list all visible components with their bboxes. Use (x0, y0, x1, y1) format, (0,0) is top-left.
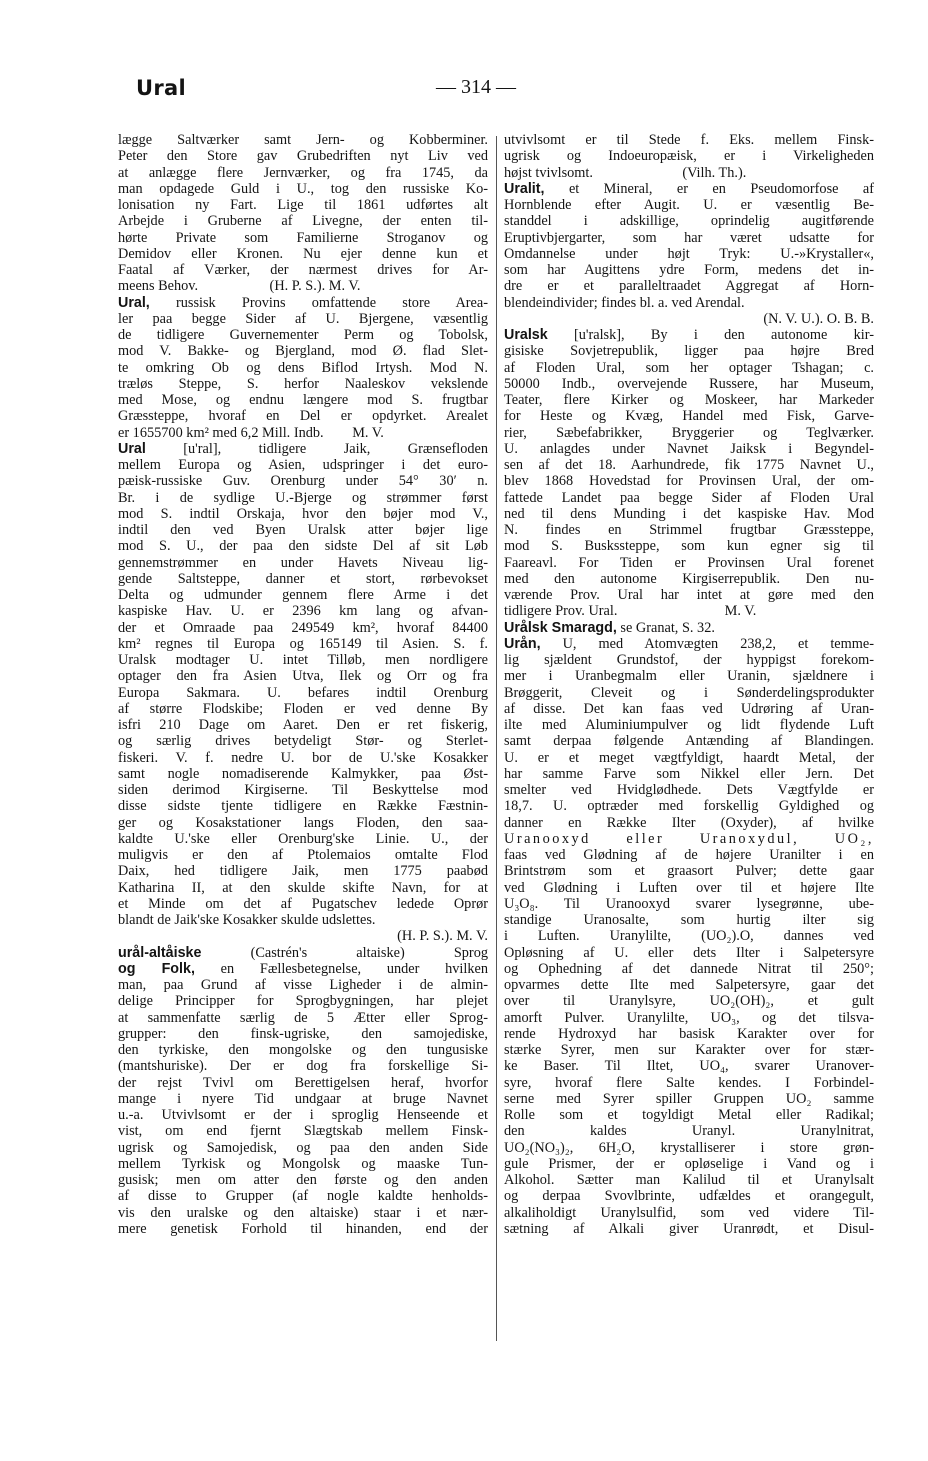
text-line (118, 1058, 488, 1074)
text-line (504, 766, 874, 782)
text-line (504, 880, 874, 896)
line-text: Delta og udmunder gennem flere Arme i det (118, 587, 488, 603)
entry-headword: Ural (118, 440, 146, 457)
line-text: blendeindivider; findes bl. a. ved Arendal. (504, 294, 745, 311)
text-line (504, 1156, 874, 1172)
text-line (504, 490, 874, 506)
line-text: pæisk-russiske Guv. Orenburg under 54° 30′ n. (118, 473, 488, 490)
line-text: fiskeri. V. f. nedre U. bor de U.'ske Kosakker (118, 749, 488, 766)
text-line (504, 132, 874, 148)
text-line (504, 181, 874, 197)
line-text: vis den uralske og den altaiske) staar i et nær- (118, 1204, 488, 1221)
page-number: — 314 — (436, 76, 516, 98)
line-text: kaspiske Hav. U. er 2396 km lang og afvan- (118, 603, 488, 620)
text-line (504, 1221, 874, 1237)
line-text: man opdagede Guld i U., tog den russiske Ko- (118, 180, 488, 197)
text-line (118, 311, 488, 327)
line-text: et Minde om det af Pugatschev ledede Oprør (118, 895, 488, 912)
line-text: 18,7. U. optræder med forskellig Gyldighed og (504, 798, 874, 815)
line-text: er 1655700 km² med 6,2 Mill. Indb. M. V. (118, 424, 384, 441)
line-text: [u'ral], tidligere Jaik, Grænsefloden (145, 440, 488, 457)
line-text: lonisation ny Fart. Lige til 1861 udførtes alt (118, 197, 488, 213)
line-text: hørte Private som Familierne Stroganov og (118, 229, 488, 246)
line-text: grupper: den finsk-ugriske, den samojediske, (118, 1025, 488, 1042)
line-text: ned til dens Munding i det kaspiske Hav. Mod (504, 505, 874, 522)
line-text: Faareavl. For Tiden er Provinsen Ural forenet (504, 554, 874, 571)
line-text: gisiske Sovjetrepublik, ligger paa højre Bred (504, 343, 874, 360)
text-line (118, 1188, 488, 1204)
line-text: den tyrkiske, den mongolske og den tungusiske (118, 1042, 488, 1058)
text-line (504, 295, 874, 311)
line-text: over til Uranylsyre, UO₂(OH)₂, et gult (504, 993, 874, 1010)
line-text: og derpaa Svovlbrinte, udfældes et orangegult, (504, 1188, 874, 1205)
line-text: der et Omraade paa 249549 km², hvoraf 84400 (118, 619, 488, 636)
text-line (504, 928, 874, 944)
text-line (504, 815, 874, 831)
text-line (504, 555, 874, 571)
text-line (504, 863, 874, 879)
text-line (118, 506, 488, 522)
text-line (504, 392, 874, 408)
text-line (118, 408, 488, 424)
text-line (118, 197, 488, 213)
line-text: isfri 210 Dage om Aaret. Den er ret fiskerig, (118, 717, 488, 733)
text-line (118, 1123, 488, 1139)
line-text: U₃O₈. Til Uranooxyd svarer lysegrønne, ube- (504, 895, 874, 912)
line-text: muligvis er den af Ptolemaios omtalte Flod (118, 847, 488, 863)
line-text: delige Principper for Sprogbygningen, har plejet (118, 993, 488, 1010)
line-text: Rolle som et togyldigt Metal eller Radikal; (504, 1107, 874, 1123)
line-text: Brintstrøm som et graasort Pulver; dette gaar (504, 863, 874, 880)
text-line (118, 685, 488, 701)
text-line (504, 717, 874, 733)
text-line (118, 847, 488, 863)
text-line (118, 603, 488, 619)
line-text: serne med Syrer spiller Gruppen UO₂ samme (504, 1090, 874, 1107)
line-text: med Mose, og endnu længere mod S. frugtbar (118, 392, 488, 408)
text-line (118, 490, 488, 506)
line-text: sætning af Alkali giver Uranrødt, et Disul- (504, 1220, 874, 1237)
text-line (118, 782, 488, 798)
line-text: Brøggerit, Cleveit og i Sønderdelingsprodukter (504, 684, 874, 701)
text-line (118, 392, 488, 408)
text-line (504, 473, 874, 489)
line-text: standdel i adskillige, oprindelig augitførende (504, 213, 874, 230)
line-text: ved Glødning i Luften over til et højere Ilte (504, 879, 874, 896)
text-line (118, 1026, 488, 1042)
text-line (118, 945, 488, 961)
text-line (504, 896, 874, 912)
text-line (118, 587, 488, 603)
text-line (504, 408, 874, 424)
text-line (504, 311, 874, 327)
line-text: ger og Kosakstationer langs Floden, den saa- (118, 814, 488, 831)
line-text: fattede Landet paa begge Sider af Floden Ural (504, 489, 874, 506)
text-line (118, 213, 488, 229)
text-line (504, 750, 874, 766)
line-text: blandt de Jaik'ske Kosakker skulde udslettes. (118, 912, 376, 928)
line-text: rende Hydroxyd har basisk Karakter over for (504, 1025, 874, 1042)
line-text: ilte med Aluminiumpulver og lidt flydende Luft (504, 717, 874, 733)
text-line (118, 278, 488, 294)
line-text: (H. P. S.). M. V. (397, 928, 488, 945)
line-text: af Floden Ural, som her optager Tshagan; c. (504, 359, 874, 376)
entry-headword: Ural, (118, 294, 150, 311)
running-head: Ural (136, 76, 186, 100)
line-text: lægge Saltværker samt Jern- og Kobberminer. (118, 132, 488, 148)
text-line (118, 165, 488, 181)
text-line (504, 977, 874, 993)
line-text: 50000 Indb., overvejende Russere, har Museum, (504, 375, 874, 392)
entry-headword: urål-altåiske (118, 944, 202, 961)
text-line (504, 701, 874, 717)
text-line (118, 1042, 488, 1058)
line-text: russisk Provins omfattende store Area- (149, 294, 488, 311)
text-line (118, 230, 488, 246)
text-line (118, 181, 488, 197)
line-text: mellem Europa og Asien, udspringer i det euro- (118, 457, 488, 473)
line-text: lig sjældent Grundstof, der hyppigst forekom- (504, 652, 874, 668)
line-text: et Mineral, er en Pseudomorfose af (544, 180, 874, 197)
line-text: ler paa begge Sider af U. Bjergene, væsentlig (118, 310, 488, 327)
text-line (504, 538, 874, 554)
line-text: U. er et meget vægtfyldigt, haardt Metal, der (504, 749, 874, 766)
line-text: kaldte U.'ske eller Orenburg'ske Linie. U., der (118, 830, 488, 847)
line-text: rier, Sæbefabrikker, Bryggerier og Teglværker. (504, 424, 874, 441)
line-text: og særlig drives betydeligt Stør- og Sterlet- (118, 733, 488, 750)
line-text: amorft Pulver. Uranylilte, UO₃, og det tilsva- (504, 1009, 874, 1026)
line-text: alkaliholdigt Uranylsulfid, som ved videre Til- (504, 1204, 874, 1221)
line-text: ugrisk og Samojedisk, og paa den anden Side (118, 1139, 488, 1156)
line-text: gennemstrømmer en under Havets Niveau lig- (118, 554, 488, 571)
text-line (504, 1140, 874, 1156)
line-text: at anlægge flere Jernværker, og fra 1745, da (118, 164, 488, 181)
page-header (136, 70, 808, 110)
text-line (504, 1123, 874, 1139)
line-text: u.-a. Utvivlsomt er der i sproglig Henseende et (118, 1107, 488, 1123)
text-line (504, 213, 874, 229)
text-line (118, 750, 488, 766)
line-text: Europa Sakmara. U. befares indtil Orenburg (118, 684, 488, 701)
text-line (118, 1091, 488, 1107)
line-text: Uranooxyd eller Uranoxydul, UO₂, (504, 830, 874, 847)
text-line (118, 295, 488, 311)
text-line (118, 636, 488, 652)
line-text: og Ophedning af det dannede Nitrat til 250°; (504, 960, 874, 977)
line-text: N. findes en Strimmel frugtbar Græssteppe, (504, 522, 874, 538)
text-line (118, 1010, 488, 1026)
text-line (504, 230, 874, 246)
line-text: faas ved Glødning af de højere Uranilter i en (504, 847, 874, 863)
text-line (118, 522, 488, 538)
line-text: U, med Atomvægten 238,2, et temme- (540, 635, 874, 652)
text-line (504, 1172, 874, 1188)
text-line (504, 912, 874, 928)
text-line (118, 148, 488, 164)
text-line (118, 977, 488, 993)
text-line (118, 620, 488, 636)
text-line (504, 148, 874, 164)
line-text: blev 1868 Hovedstad for Provinsen Ural, der om- (504, 473, 874, 490)
text-line (504, 733, 874, 749)
line-text: optager den fra Asien Utva, Ilek og Orr og fra (118, 668, 488, 685)
line-text: Opløsning af U. eller dets Ilter i Salpetersyre (504, 944, 874, 961)
line-text: Græssteppe, hvoraf en Del er opdyrket. Arealet (118, 408, 488, 425)
line-text: gule Prismer, der er opløselige i Vand og i (504, 1155, 874, 1172)
text-line (118, 327, 488, 343)
text-line (504, 620, 874, 636)
text-line (118, 1107, 488, 1123)
text-line (504, 1107, 874, 1123)
line-text: mere genetisk Forhold til hinanden, end der (118, 1220, 488, 1237)
text-line (118, 343, 488, 359)
text-line (118, 262, 488, 278)
text-line (504, 1075, 874, 1091)
line-text: (mantshuriske). Der er dog fra forskellige Si- (118, 1058, 488, 1075)
text-line (504, 831, 874, 847)
text-line (504, 1091, 874, 1107)
text-line (504, 1010, 874, 1026)
line-text: har samme Farve som Nikkel eller Jern. Det (504, 765, 874, 782)
text-line (118, 831, 488, 847)
line-text: samt derpaa følgende Antænding af Blandingen. (504, 733, 874, 750)
text-line (504, 327, 874, 343)
text-line (504, 1188, 874, 1204)
line-text: de tidligere Guvernementer Perm og Tobolsk, (118, 327, 488, 343)
entry-headword: Uralsk (504, 327, 548, 343)
line-text: indtil den ved Byen Uralsk atter bøjer lige (118, 522, 488, 538)
line-text: tidligere Prov. Ural. M. V. (504, 603, 757, 620)
line-text: værende Prov. Ural har intet at gøre med den (504, 587, 874, 603)
text-line (504, 798, 874, 814)
line-text: at sammenfatte særlig de 5 Ætter eller Sprog- (118, 1009, 488, 1026)
text-line (504, 246, 874, 262)
text-line (504, 652, 874, 668)
entry-headword: Urålsk Smaragd, (504, 619, 617, 636)
text-line (504, 603, 874, 619)
line-text: Br. i de sydlige U.-Bjerge og strømmer først (118, 489, 488, 506)
text-line (504, 782, 874, 798)
line-text: Faatal af Værker, der nærmest drives for Ar- (118, 262, 488, 278)
entry-headword: og Folk, (118, 960, 195, 977)
text-line (118, 457, 488, 473)
text-line (118, 863, 488, 879)
entry-headword: Urån, (504, 635, 541, 652)
text-line (504, 278, 874, 294)
text-line (118, 571, 488, 587)
line-text: Demidov eller Kronen. Nu ejer denne kun et (118, 245, 488, 262)
line-text: gende Saltsteppe, danner et stort, rørbevokset (118, 570, 488, 587)
text-line (118, 246, 488, 262)
text-line (504, 587, 874, 603)
line-text: Arbejde i Gruberne af Livegne, der enten til- (118, 213, 488, 230)
text-line (118, 733, 488, 749)
line-text: standige Uranosalte, som hurtig ilter sig (504, 912, 874, 928)
column-divider (496, 136, 497, 1341)
line-text: mod S. Buskssteppe, som kun egner sig til (504, 538, 874, 555)
line-text: for Heste og Kvæg, Handel med Fisk, Garve- (504, 408, 874, 425)
text-line (118, 815, 488, 831)
text-line (118, 1140, 488, 1156)
text-line (504, 165, 874, 181)
line-text: Katharina II, at den skulde skifte Navn, for at (118, 879, 488, 896)
text-line (118, 425, 488, 441)
line-text: UO₂(NO₃)₂, 6H₂O, krystalliserer i store grøn- (504, 1139, 874, 1156)
text-line (504, 522, 874, 538)
line-text: af disse to Grupper (af nogle kaldte henholds- (118, 1188, 488, 1205)
text-line (118, 1172, 488, 1188)
line-text: disse sidste tjente tidligere en Række Fæstnin- (118, 798, 488, 815)
text-line (118, 880, 488, 896)
text-line (118, 798, 488, 814)
text-line (504, 360, 874, 376)
line-text: U. anlagdes under Navnet Jaiksk i Begyndel- (504, 440, 874, 457)
line-text: højst tvivlsomt. (Vilh. Th.). (504, 164, 747, 181)
text-line (504, 457, 874, 473)
line-text: mod V. Bakke- og Bjergland, mod Ø. flad Slet- (118, 343, 488, 360)
line-text: km² regnes til Europa og 165149 til Asien. S. f. (118, 635, 488, 652)
line-text: Uralsk modtager U. intet Tilløb, men nordligere (118, 652, 488, 668)
text-line (118, 538, 488, 554)
line-text: te omkring Ob og dens Biflod Irtysh. Mod N. (118, 359, 488, 376)
line-text: Peter den Store gav Grubedriften nyt Liv ved (118, 148, 488, 165)
text-line (118, 912, 488, 928)
line-text: Eruptivbjergarter, som har været udsatte for (504, 229, 874, 246)
text-line (118, 555, 488, 571)
line-text: opvarmes dette Ilte med Salpetersyre, gaar det (504, 977, 874, 993)
right-column (504, 132, 874, 1237)
line-text: mod S. indtil Orskaja, hvor den bøjer mod V., (118, 505, 488, 522)
text-line (118, 1075, 488, 1091)
line-text: mod S. U., der paa den sidste Del af sit Løb (118, 538, 488, 555)
text-line (504, 961, 874, 977)
line-text: Hornblende efter Augit. U. er væsentlig Be- (504, 197, 874, 213)
text-line (504, 1026, 874, 1042)
text-line (504, 425, 874, 441)
line-text: vist, om end fjernt Slægtskab mellem Finsk- (118, 1123, 488, 1140)
line-text: se Granat, S. 32. (616, 619, 715, 636)
line-text: Omdannelse under højt Tryk: U.-»Krystaller«, (504, 245, 874, 262)
line-text: mellem Tyrkisk og Mongolsk og maaske Tun- (118, 1155, 488, 1172)
text-line (504, 571, 874, 587)
line-text: danner en Række Ilter (Oxyder), af hvilke (504, 814, 874, 831)
text-line (504, 1042, 874, 1058)
text-line (504, 441, 874, 457)
line-text: der rejst Tvivl om Berettigelsen heraf, hvorfor (118, 1074, 488, 1091)
line-text: den kaldes Uranyl. Uranylnitrat, (504, 1123, 874, 1140)
line-text: syre, hvoraf flere Salte kendes. I Forbindel- (504, 1074, 874, 1091)
line-text: gusisk; men om atter den første og den anden (118, 1172, 488, 1188)
text-line (504, 506, 874, 522)
line-text: ugrisk og Indoeuropæisk, er i Virkeligheden (504, 148, 874, 165)
line-text: af disse. Det kan faas ved Udrøring af Uran- (504, 700, 874, 717)
line-text: meens Behov. (H. P. S.). M. V. (118, 278, 361, 295)
line-text: smelter ved Hvidglødhede. Dets Vægtfylde er (504, 782, 874, 798)
line-text: ke Baser. Til Iltet, UO₄, svarer Uranover- (504, 1058, 874, 1075)
line-text: utvivlsomt er til Stede f. Eks. mellem Finsk- (504, 132, 874, 148)
line-text: stærke Syrer, men sur Karakter over for stær- (504, 1042, 874, 1058)
text-line (118, 1221, 488, 1237)
line-text: Daix, hed tidligere Jaik, men 1775 paabød (118, 863, 488, 880)
text-line (504, 262, 874, 278)
entry-headword: Uralit, (504, 180, 545, 197)
line-text: i Luften. Uranylilte, (UO₂).O, dannes ved (504, 928, 874, 945)
text-line (118, 473, 488, 489)
line-text: med den autonome Kirgiserrepublik. Den nu- (504, 570, 874, 587)
line-text: siden derimod Kirgiserne. Til Beskyttelse mod (118, 782, 488, 798)
text-line (118, 701, 488, 717)
text-line (118, 766, 488, 782)
text-line (118, 652, 488, 668)
text-line (504, 343, 874, 359)
text-line (118, 668, 488, 684)
text-line (118, 717, 488, 733)
line-text: som har Augittens ydre Form, medens det in- (504, 262, 874, 278)
line-text: man, paa Grund af visse Ligheder i de almin- (118, 977, 488, 993)
text-line (504, 197, 874, 213)
line-text: (N. V. U.). O. B. B. (763, 310, 874, 327)
text-line (504, 945, 874, 961)
line-text: (Castrén's altaiske) Sprog (201, 944, 488, 961)
line-text: dre er et paralleltraadet Aggregat af Horn- (504, 278, 874, 295)
text-line (504, 636, 874, 652)
line-text: af større Flodskibe; Floden er ved denne By (118, 700, 488, 717)
line-text: mange i nyere Tid undgaar at bruge Navnet (118, 1090, 488, 1107)
text-line (118, 360, 488, 376)
line-text: mer i Uranbegmalm eller Uranin, sjældnere i (504, 668, 874, 685)
text-line (118, 928, 488, 944)
text-line (504, 376, 874, 392)
text-line (504, 1058, 874, 1074)
text-line (118, 961, 488, 977)
line-text: en Fællesbetegnelse, under hvilken (194, 960, 488, 977)
text-line (118, 132, 488, 148)
line-text: Alkohol. Sætter man Kalilud til et Uranylsalt (504, 1172, 874, 1188)
line-text: [u'ralsk], By i den autonome kir- (547, 327, 874, 343)
text-line (118, 1156, 488, 1172)
text-line (118, 896, 488, 912)
text-line (504, 847, 874, 863)
text-line (504, 668, 874, 684)
text-line (118, 376, 488, 392)
line-text: sen af det 18. Aarhundrede, fik 1775 Navnet U., (504, 457, 874, 473)
left-column (118, 132, 488, 1237)
line-text: Teater, flere Kirker og Moskeer, har Markeder (504, 392, 874, 408)
text-line (118, 441, 488, 457)
line-text: samt nogle nomadiserende Kalmykker, paa Øst- (118, 765, 488, 782)
text-line (118, 1205, 488, 1221)
text-line (504, 1205, 874, 1221)
text-line (504, 685, 874, 701)
text-line (118, 993, 488, 1009)
text-line (504, 993, 874, 1009)
line-text: træløs Steppe, S. herfor Naaleskov vekslende (118, 375, 488, 392)
